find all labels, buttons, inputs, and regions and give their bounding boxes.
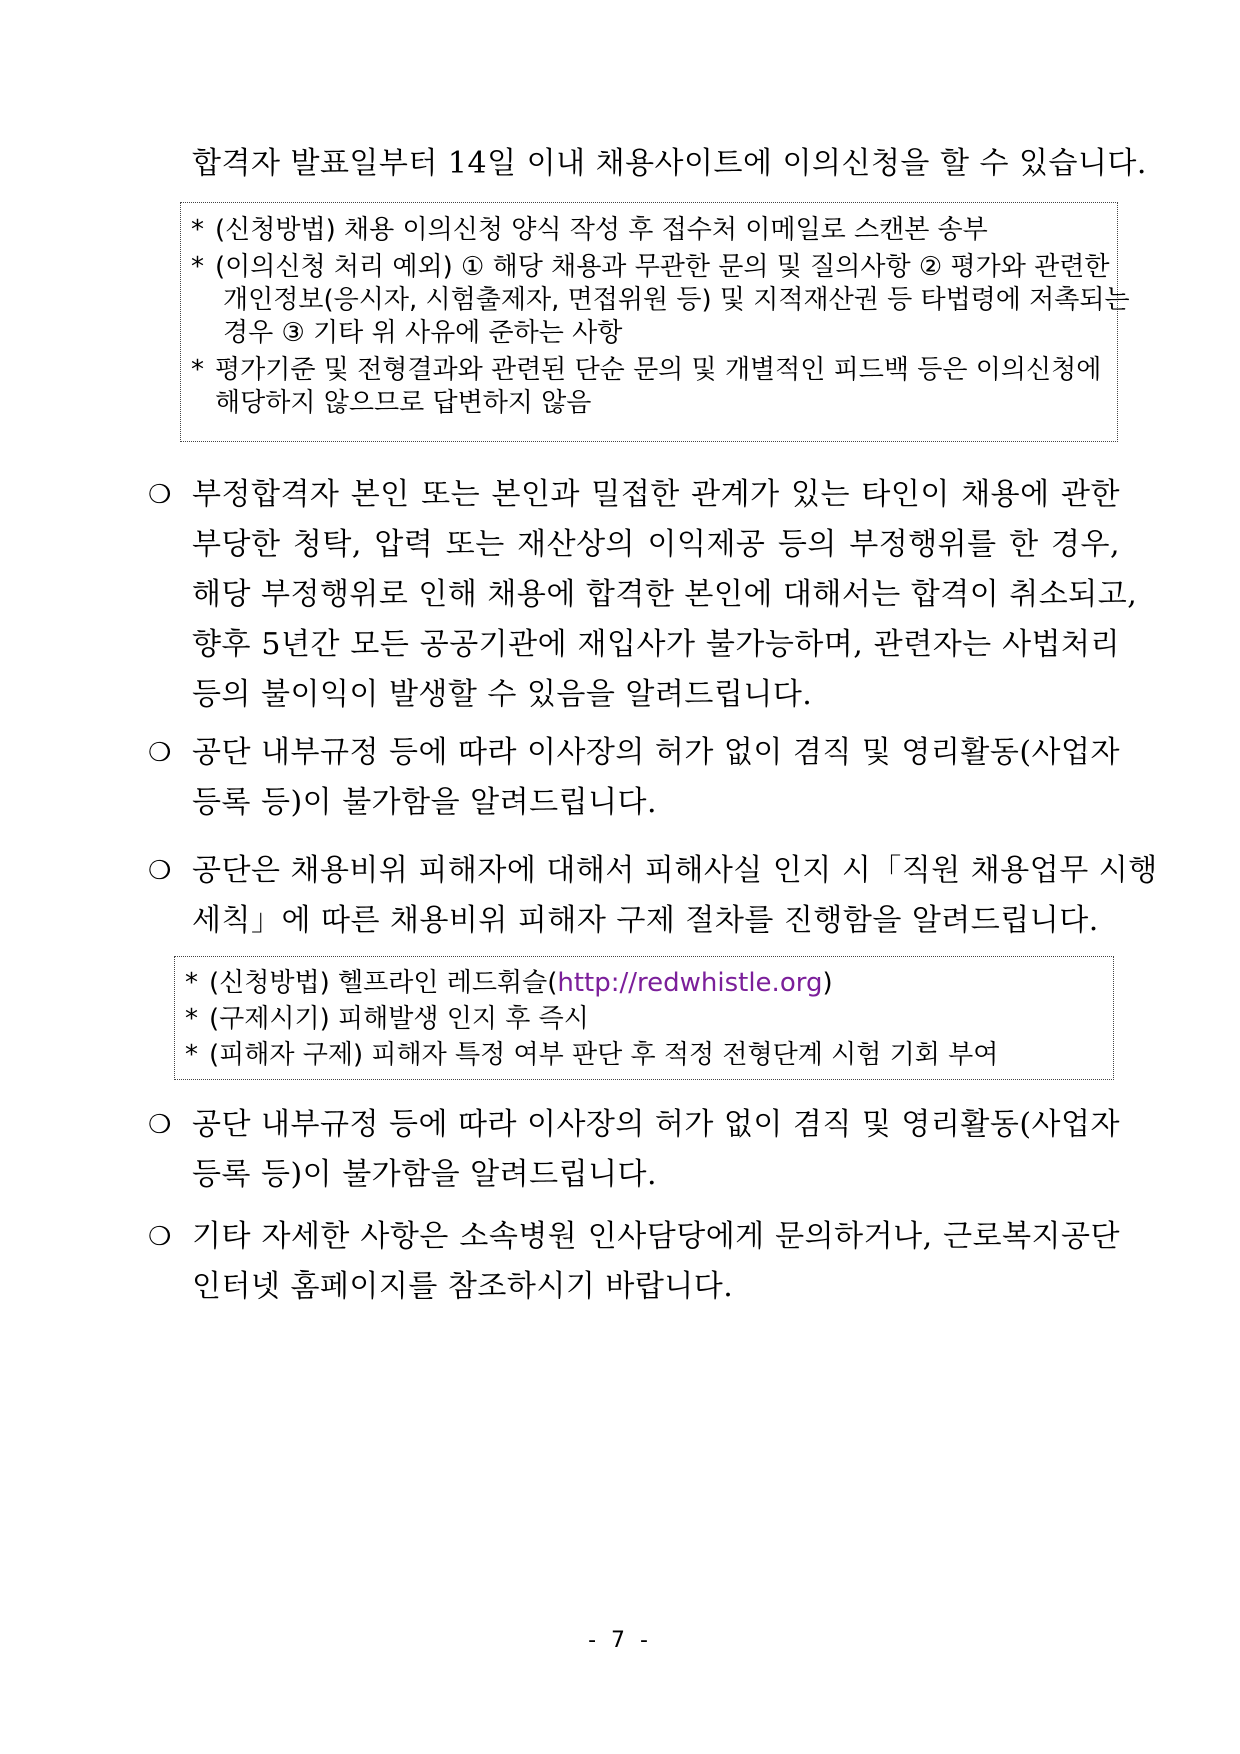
- bullet-line: 부정합격자 본인 또는 본인과 밀접한 관계가 있는 타인이 채용에 관한: [192, 477, 1120, 512]
- note-asterisk: *: [191, 215, 204, 245]
- bullet-line: 공단 내부규정 등에 따라 이사장의 허가 없이 겸직 및 영리활동(사업자: [192, 735, 1120, 770]
- victim-note-item: [185, 1001, 1101, 1037]
- appeal-note-item: [191, 354, 1105, 420]
- appeal-notes-box: [180, 202, 1130, 442]
- victim-note-text: ): [822, 968, 833, 998]
- appeal-note-item: [191, 213, 1105, 247]
- victim-note-item: [185, 1037, 1101, 1073]
- bullet-victim-relief: [148, 846, 1158, 946]
- page-number: - 7 -: [588, 1628, 652, 1653]
- bullet-circle-icon: ❍: [148, 1222, 172, 1252]
- victim-note-text: (구제시기) 피해발생 인지 후 즉시: [209, 1004, 589, 1034]
- bullet-contact: [148, 1212, 1120, 1312]
- note-asterisk: *: [185, 1004, 198, 1034]
- appeal-note-text: 개인정보(응시자, 시험출제자, 면접위원 등) 및 지적재산권 등 타법령에 저촉되는: [223, 285, 1130, 315]
- appeal-note-text: (신청방법) 채용 이의신청 양식 작성 후 접수처 이메일로 스캔본 송부: [215, 215, 988, 245]
- intro-text: 합격자 발표일부터 14일 이내 채용사이트에 이의신청을 할 수 있습니다.: [192, 146, 1147, 181]
- bullet-line: 인터넷 홈페이지를 참조하시기 바랍니다.: [192, 1269, 734, 1304]
- victim-note-text: (피해자 구제) 피해자 특정 여부 판단 후 적정 전형단계 시험 기회 부여: [209, 1040, 999, 1070]
- bullet-line: 등록 등)이 불가함을 알려드립니다.: [192, 785, 658, 820]
- bullet-line: 세칙」에 따른 채용비위 피해자 구제 절차를 진행함을 알려드립니다.: [192, 903, 1099, 938]
- bullet-circle-icon: ❍: [148, 1110, 172, 1140]
- appeal-note-text: 평가기준 및 전형결과와 관련된 단순 문의 및 개별적인 피드백 등은 이의신청에: [215, 355, 1102, 385]
- victim-note-item: [185, 965, 1101, 1001]
- note-asterisk: *: [185, 968, 198, 998]
- appeal-note-text: (이의신청 처리 예외) ① 해당 채용과 무관한 문의 및 질의사항 ② 평가와 관련한: [215, 252, 1110, 282]
- bullet-text: [192, 1212, 1120, 1312]
- victim-note-text: (신청방법) 헬프라인 레드휘슬(: [209, 968, 558, 998]
- note-asterisk: *: [185, 1040, 198, 1070]
- bullet-text: [192, 728, 1120, 828]
- bullet-line: 공단은 채용비위 피해자에 대해서 피해사실 인지 시「직원 채용업무 시행: [192, 853, 1158, 888]
- bullet-fraud: [148, 470, 1138, 720]
- appeal-note-item: [191, 251, 1130, 350]
- note-asterisk: *: [191, 355, 204, 385]
- bullet-side-job-repeat: [148, 1100, 1120, 1200]
- bullet-text: [192, 1100, 1120, 1200]
- bullet-text: [192, 846, 1158, 946]
- appeal-note-text: 해당하지 않으므로 답변하지 않음: [215, 388, 592, 418]
- bullet-line: 해당 부정행위로 인해 채용에 합격한 본인에 대해서는 합격이 취소되고,: [192, 577, 1138, 612]
- bullet-line: 공단 내부규정 등에 따라 이사장의 허가 없이 겸직 및 영리활동(사업자: [192, 1107, 1120, 1142]
- bullet-circle-icon: ❍: [148, 738, 172, 768]
- bullet-side-job: [148, 728, 1120, 828]
- bullet-line: 부당한 청탁, 압력 또는 재산상의 이익제공 등의 부정행위를 한 경우,: [192, 527, 1120, 562]
- appeal-note-text: 경우 ③ 기타 위 사유에 준하는 사항: [223, 318, 623, 348]
- bullet-line: 기타 자세한 사항은 소속병원 인사담당에게 문의하거나, 근로복지공단: [192, 1219, 1120, 1254]
- victim-notes-box: [174, 956, 1114, 1080]
- bullet-text: [192, 470, 1138, 720]
- bullet-line: 등의 불이익이 발생할 수 있음을 알려드립니다.: [192, 677, 813, 712]
- bullet-line: 향후 5년간 모든 공공기관에 재입사가 불가능하며, 관련자는 사법처리: [192, 627, 1120, 662]
- bullet-line: 등록 등)이 불가함을 알려드립니다.: [192, 1157, 658, 1192]
- redwhistle-link[interactable]: http://redwhistle.org: [557, 968, 823, 998]
- bullet-circle-icon: ❍: [148, 856, 172, 886]
- note-asterisk: *: [191, 252, 204, 282]
- bullet-circle-icon: ❍: [148, 480, 172, 510]
